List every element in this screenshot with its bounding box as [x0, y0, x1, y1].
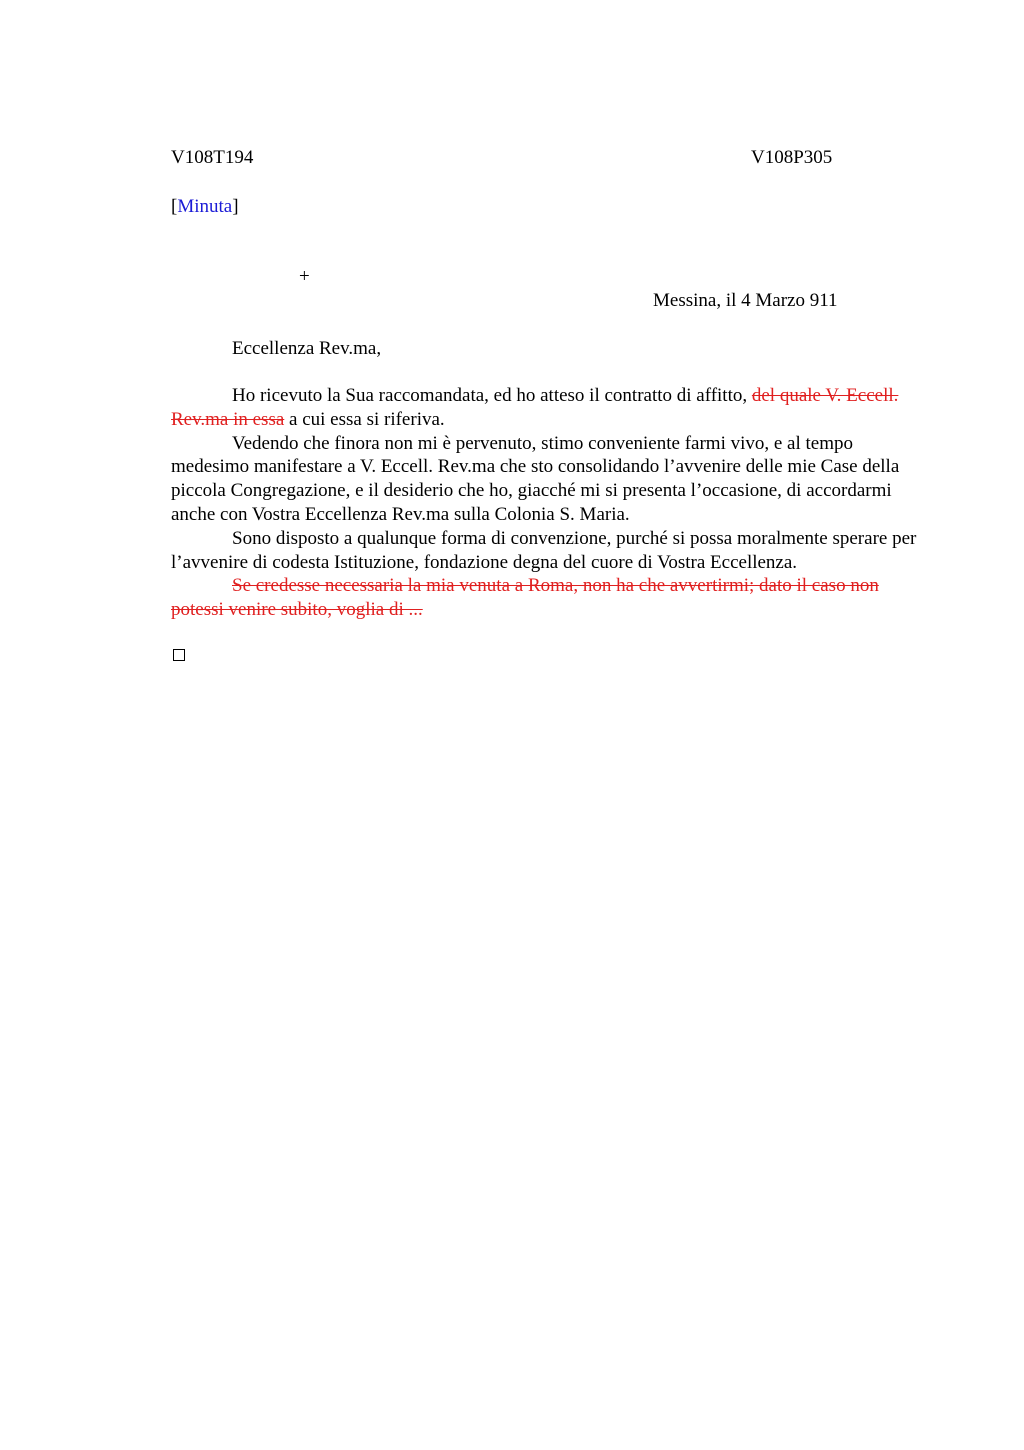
paragraph-2: Vedendo che finora non mi è pervenuto, stimo conveniente farmi vivo, e al tempo medesimo manifestare a V. Eccell. Rev.ma che sto consolidando l’avvenire delle mie Case della piccola Congregazione, e il desiderio che ho, giacché mi si presenta l’occasione, di accordarmi anche con Vostra Eccellenza Rev.ma sulla Colonia S. Maria. [171, 432, 900, 525]
minuta-label [171, 195, 239, 219]
letter-body [171, 384, 923, 622]
end-box-icon [173, 649, 185, 661]
deleted-text: del quale V. Eccell. Rev.ma in essa [171, 385, 899, 430]
cross-mark: + [299, 266, 310, 287]
paragraph-1 [171, 384, 923, 432]
minuta-close-bracket: ] [232, 196, 239, 217]
paragraph-3: Sono disposto a qualunque forma di convenzione, purché si possa moralmente sperare per l’avvenire di codesta Istituzione, fondazione degna del cuore di Vostra Eccellenza. [171, 527, 917, 573]
salutation: Eccellenza Rev.ma, [232, 338, 382, 359]
paragraph-4-deleted: Se credesse necessaria la mia venuta a Roma, non ha che avvertirmi; dato il caso non potessi venire subito, voglia di ... [171, 575, 879, 621]
minuta-text: Minuta [177, 196, 233, 217]
document-code-right: V108P305 [751, 147, 833, 168]
dateline: Messina, il 4 Marzo 911 [653, 290, 838, 311]
paragraph-1-text-after: a cui essa si riferiva. [284, 408, 445, 430]
minuta-open-bracket: [ [171, 196, 178, 217]
document-code-left: V108T194 [171, 147, 254, 168]
paragraph-1-text-before: Ho ricevuto la Sua raccomandata, ed ho atteso il contratto di affitto, [232, 385, 752, 406]
